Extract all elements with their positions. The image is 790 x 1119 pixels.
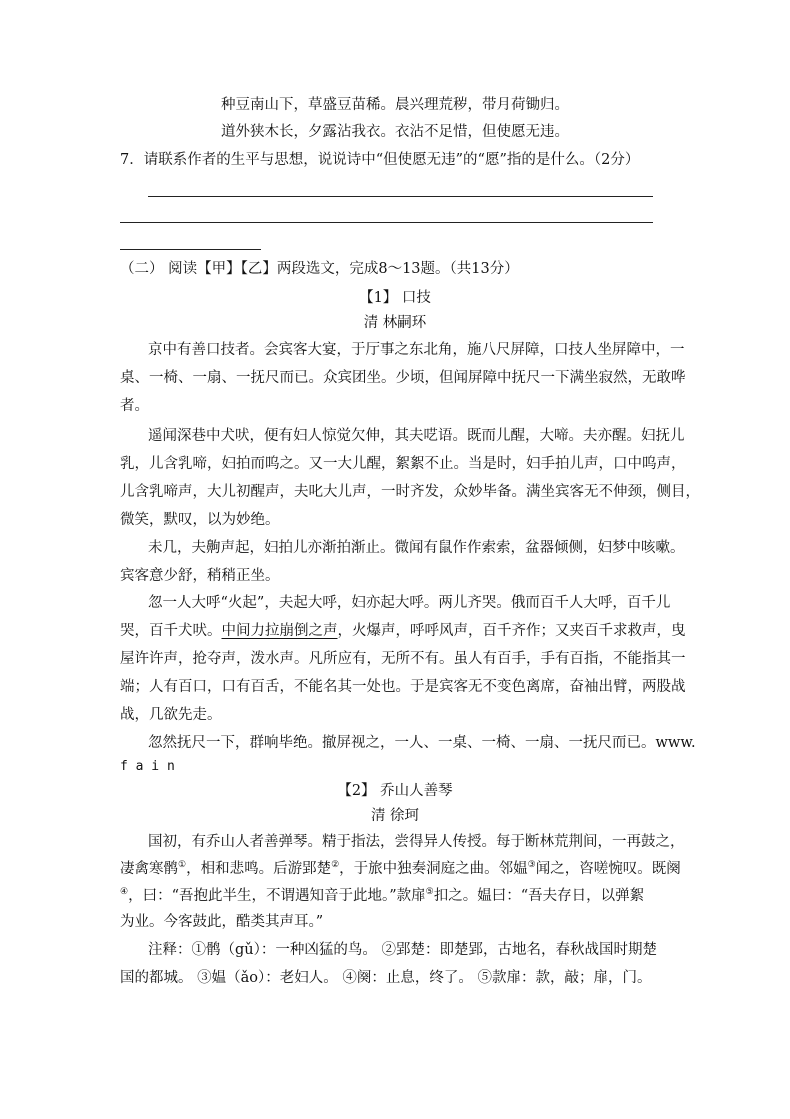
section-2-intro: （二） 阅读【甲】【乙】两段选文，完成8～13题。（共13分） <box>120 261 519 277</box>
p1-line: 桌、一椅、一扇、一抚尺而已。众宾团坐。少顷，但闻屏障中抚尺一下满坐寂然，无敢哗 <box>120 370 686 386</box>
passage-2-line: 国初，有乔山人者善弹琴。精于指法，尝得异人传授。每于断林荒荆间，一再鼓之， <box>148 834 685 850</box>
footnote-mark: ① <box>178 860 187 871</box>
footnote-mark: ④ <box>120 887 129 898</box>
fain-text: f a i n <box>120 759 175 774</box>
passage-2-author: 清 徐珂 <box>370 808 420 824</box>
passage-2-text: ，于旅中独奏洞庭之曲。邻媪 <box>339 861 528 877</box>
p2-line: 儿含乳啼声，大儿初醒声，夫叱大儿声，一时齐发，众妙毕备。满坐宾客无不伸颈，侧目， <box>120 484 700 500</box>
p5-line: 忽然抚尺一下，群响毕绝。撤屏视之，一人、一桌、一椅、一扇、一抚尺而已。www. <box>148 735 696 751</box>
passage-2-text: ，相和悲鸣。后游郢楚 <box>186 861 332 877</box>
question-7: 7．请联系作者的生平与思想，说说诗中“但使愿无违”的“愿”指的是什么。（2分） <box>120 152 640 168</box>
notes-line-2: 国的都城。 ③媪（ǎo）：老妇人。 ④阕：止息，终了。 ⑤款扉：款，敲；扉，门。 <box>120 970 652 986</box>
p2-line: 微笑，默叹，以为妙绝。 <box>120 512 280 528</box>
p3-line: 宾客意少舒，稍稍正坐。 <box>120 568 280 584</box>
footnote-mark: ② <box>331 860 340 871</box>
p2-line: 遥闻深巷中犬吠，便有妇人惊觉欠伸，其夫呓语。既而儿醒，大啼。夫亦醒。妇抚儿 <box>148 428 685 444</box>
p2-line: 乳，儿含乳啼，妇拍而呜之。又一大儿醒，絮絮不止。当是时，妇手拍儿声，口中呜声， <box>120 456 686 472</box>
passage-1-author: 清 林嗣环 <box>363 315 427 331</box>
p4-line: 忽一人大呼“火起”，夫起大呼，妇亦起大呼。两儿齐哭。俄而百千人大呼，百千儿 <box>148 595 671 611</box>
p4-line: 屋许许声，抢夺声，泼水声。凡所应有，无所不有。虽人有百手，手有百指，不能指其一 <box>120 651 686 667</box>
p3-line: 未几，夫齁声起，妇拍儿亦渐拍渐止。微闻有鼠作作索索，盆器倾侧，妇梦中咳嗽。 <box>148 540 685 556</box>
footnote-mark: ⑤ <box>425 887 434 898</box>
p4-line: 端；人有百口，口有百舌，不能名其一处也。于是宾客无不变色离席，奋袖出臂，两股战 <box>120 679 686 695</box>
poem-line-1: 种豆南山下，草盛豆苗稀。晨兴理荒秽，带月荷锄归。 <box>221 97 569 113</box>
p4-text: ，火爆声，呼呼风声，百千齐作；又夹百千求救声，曳 <box>337 623 686 639</box>
passage-2-text: 闻之，咨嗟惋叹。既阕 <box>535 861 681 877</box>
underlined-phrase: 中间力拉崩倒之声 <box>221 623 338 639</box>
passage-2-line <box>120 886 644 906</box>
passage-2-text: ，曰：“吾抱此半生，不谓遇知音于此地。”款扉 <box>128 888 426 904</box>
passage-2-line <box>120 859 681 879</box>
p4-text: 哭，百千犬吠。 <box>120 623 222 639</box>
passage-1-title: 【1】 口技 <box>359 290 431 306</box>
notes-line-1: 注释：①鹘（gǔ）：一种凶猛的鸟。 ②郢楚：即楚郢，古地名，春秋战国时期楚 <box>148 942 657 958</box>
passage-2-title: 【2】 乔山人善琴 <box>337 783 453 799</box>
footnote-mark: ③ <box>527 860 536 871</box>
passage-2-text: 扣之。媪曰：“吾夫存日，以弹絮 <box>433 888 645 904</box>
poem-line-2: 道外狭木长，夕露沾我衣。衣沾不足惜，但使愿无违。 <box>221 124 569 140</box>
answer-line-3[interactable] <box>120 249 261 250</box>
p4-line <box>120 621 686 641</box>
p4-line: 战，几欲先走。 <box>120 707 222 723</box>
p1-line: 者。 <box>120 398 149 414</box>
passage-2-text: 凄禽寒鹘 <box>120 861 178 877</box>
answer-line-2[interactable] <box>120 222 653 223</box>
answer-line-1[interactable] <box>148 196 653 197</box>
p1-line: 京中有善口技者。会宾客大宴，于厅事之东北角，施八尺屏障，口技人坐屏障中，一 <box>148 342 685 358</box>
passage-2-line: 为业。今客鼓此，酷类其声耳。” <box>120 914 324 930</box>
